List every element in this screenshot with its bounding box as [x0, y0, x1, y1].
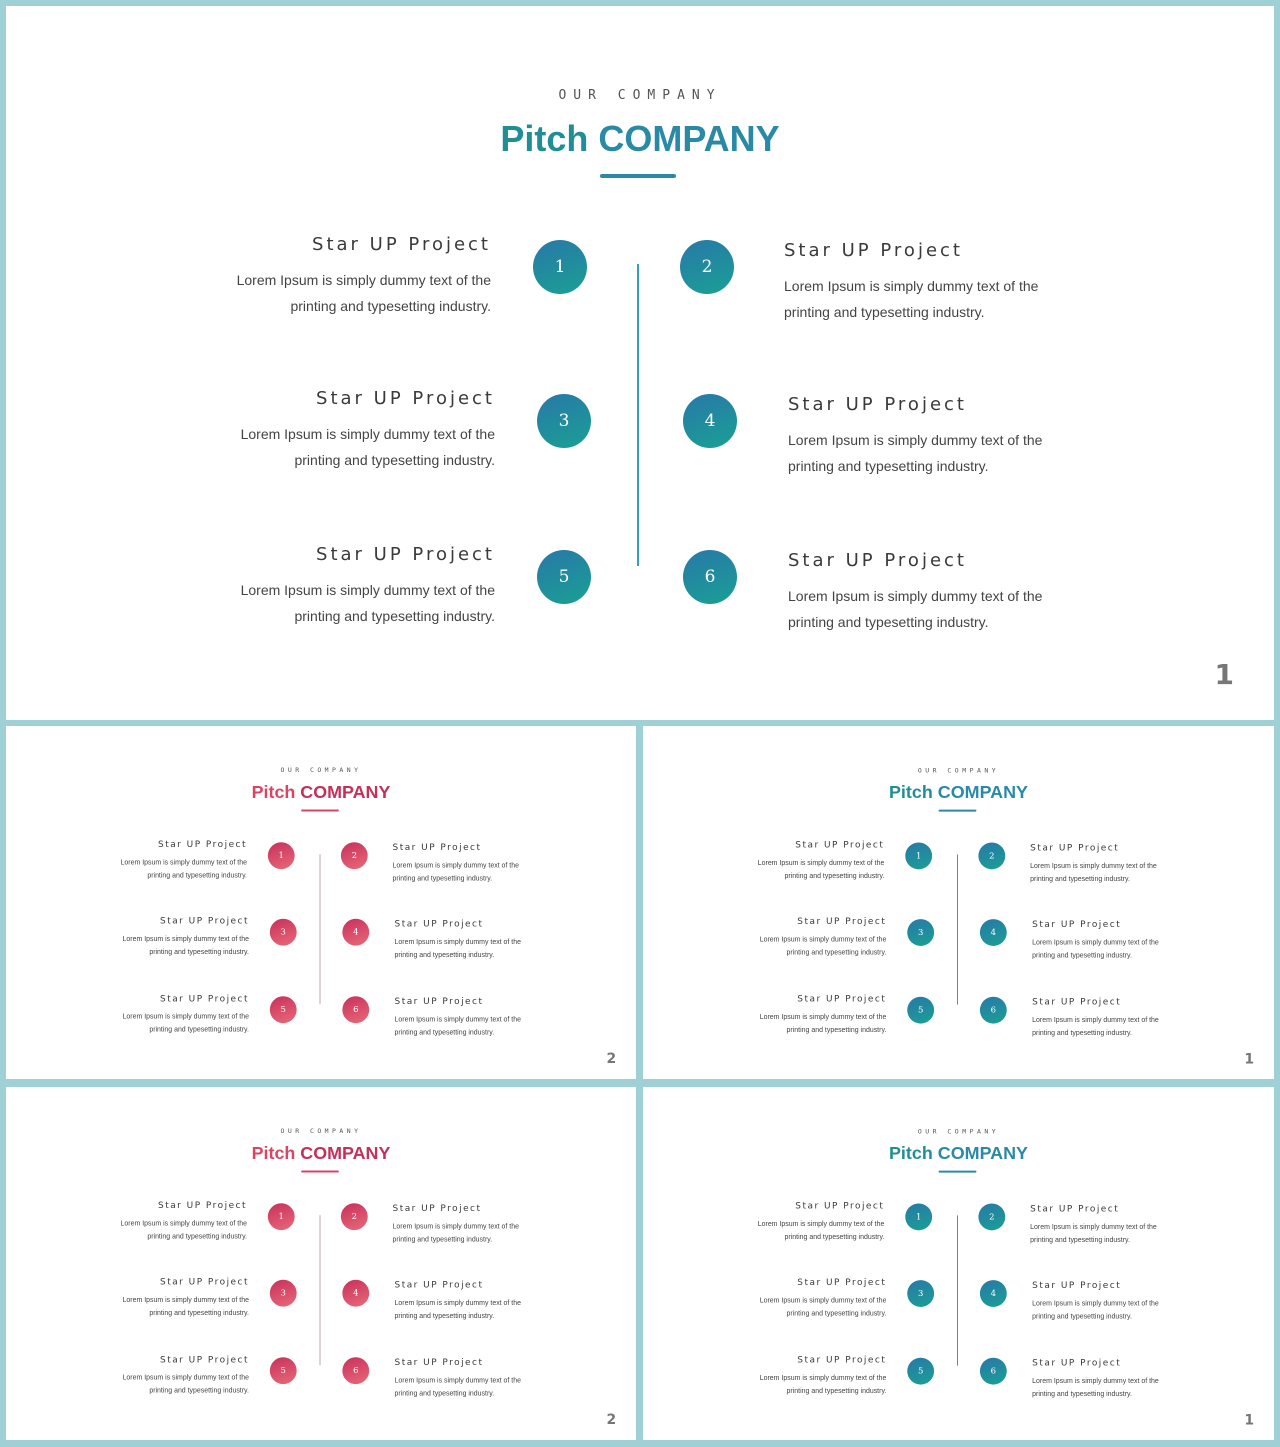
description-line-1: Lorem Ipsum is simply dummy text of the [759, 1012, 887, 1021]
slide-content [6, 726, 636, 1079]
step-number-circle: 6 [980, 1358, 1007, 1385]
project-heading: Star UP Project [1032, 919, 1122, 930]
description-line-1: Lorem Ipsum is simply dummy text of the [122, 1373, 249, 1382]
slide-title-part1: Pitch [500, 118, 589, 159]
slide-title [6, 118, 1274, 160]
project-item [725, 1200, 884, 1242]
step-number-circle: 4 [683, 394, 737, 448]
project-item [727, 1277, 886, 1319]
step-number-circle: 5 [537, 550, 591, 604]
project-description [727, 1010, 886, 1036]
project-item [395, 1280, 554, 1322]
project-heading: Star UP Project [316, 544, 495, 565]
project-heading: Star UP Project [158, 1200, 247, 1211]
page-number: 2 [606, 1410, 617, 1428]
description-line-2: printing and typesetting industry. [1030, 874, 1130, 883]
project-description [1032, 936, 1191, 962]
step-number-circle: 2 [341, 842, 368, 869]
slide-title-part1: Pitch [888, 1142, 933, 1164]
description-line-2: printing and typesetting industry. [149, 1386, 249, 1395]
step-number-circle: 3 [270, 1280, 297, 1307]
slide-title-part1: Pitch [888, 781, 933, 803]
project-heading: Star UP Project [797, 1354, 887, 1366]
project-description [395, 1374, 554, 1400]
project-heading: Star UP Project [1032, 1357, 1122, 1369]
description-line-2: printing and typesetting industry. [394, 950, 495, 959]
description-line-2: printing and typesetting industry. [784, 871, 885, 880]
description-line-2: printing and typesetting industry. [392, 1235, 493, 1244]
step-number-circle: 4 [980, 1280, 1007, 1307]
project-item [395, 996, 554, 1038]
center-divider-line [957, 854, 958, 1004]
description-line-1: Lorem Ipsum is simply dummy text of the [394, 1376, 521, 1385]
project-item [90, 916, 249, 958]
title-underline [939, 1171, 977, 1173]
project-heading: Star UP Project [795, 839, 885, 850]
project-item [90, 1277, 249, 1319]
project-heading: Star UP Project [394, 1357, 484, 1368]
description-line-1: Lorem Ipsum is simply dummy text of the [757, 858, 885, 867]
slide-kicker: OUR COMPANY [280, 1127, 362, 1136]
project-item [395, 919, 554, 961]
description-line-1: Lorem Ipsum is simply dummy text of the [788, 588, 1043, 604]
description-line-2: printing and typesetting industry. [394, 1311, 495, 1320]
project-description [727, 1371, 886, 1397]
project-item [90, 1354, 249, 1396]
description-line-1: Lorem Ipsum is simply dummy text of the [1032, 1376, 1159, 1385]
page-number: 1 [1244, 1411, 1255, 1428]
project-description [90, 932, 249, 958]
description-line-2: printing and typesetting industry. [149, 947, 249, 956]
slide-1[interactable] [6, 6, 1274, 720]
project-heading: Star UP Project [312, 234, 491, 255]
project-heading: Star UP Project [795, 1200, 885, 1211]
description-line-2: printing and typesetting industry. [394, 1028, 495, 1037]
step-number-circle: 4 [342, 919, 369, 946]
project-item [90, 993, 249, 1035]
description-line-1: Lorem Ipsum is simply dummy text of the [759, 1296, 887, 1304]
description-line-2: printing and typesetting industry. [784, 1232, 885, 1241]
project-heading: Star UP Project [394, 918, 484, 930]
slide-kicker: OUR COMPANY [558, 88, 722, 103]
project-description [90, 1010, 249, 1036]
description-line-1: Lorem Ipsum is simply dummy text of the [788, 432, 1043, 448]
step-number-circle: 6 [342, 1357, 369, 1384]
description-line-1: Lorem Ipsum is simply dummy text of the [122, 934, 249, 943]
description-line-1: Lorem Ipsum is simply dummy text of the [1032, 1015, 1159, 1024]
step-number-circle: 6 [980, 997, 1007, 1024]
project-description [1032, 1297, 1191, 1323]
description-line-1: Lorem Ipsum is simply dummy text of the [784, 278, 1039, 294]
step-number-circle: 1 [268, 1203, 295, 1230]
step-number-circle: 3 [537, 394, 591, 448]
project-item [175, 544, 495, 629]
description-line-1: Lorem Ipsum is simply dummy text of the [394, 1298, 521, 1307]
step-number-circle: 6 [683, 550, 737, 604]
project-item [725, 839, 884, 881]
project-item [1030, 1203, 1189, 1245]
description-line-1: Lorem Ipsum is simply dummy text of the [759, 935, 887, 943]
description-line-2: printing and typesetting industry. [392, 874, 493, 883]
description-line-2: printing and typesetting industry. [294, 452, 495, 468]
description-line-2: printing and typesetting industry. [1032, 950, 1132, 959]
description-line-1: Lorem Ipsum is simply dummy text of the [394, 937, 521, 946]
step-number-circle: 5 [270, 996, 297, 1023]
step-number-circle: 3 [907, 919, 934, 946]
project-item [784, 240, 1104, 325]
project-description [90, 1293, 249, 1319]
slide-content [643, 1087, 1274, 1440]
slide-3[interactable] [643, 726, 1274, 1079]
project-item [727, 1355, 886, 1397]
description-line-1: Lorem Ipsum is simply dummy text of the [1032, 937, 1159, 946]
step-number-circle: 5 [907, 997, 934, 1024]
slide-5[interactable] [643, 1087, 1274, 1440]
slide-4[interactable] [6, 1087, 636, 1440]
project-description [171, 267, 491, 319]
center-divider-line [957, 1215, 958, 1365]
project-description [725, 856, 884, 882]
slide-2[interactable] [6, 726, 636, 1079]
description-line-1: Lorem Ipsum is simply dummy text of the [120, 858, 247, 867]
slide-title [643, 1143, 1274, 1164]
description-line-1: Lorem Ipsum is simply dummy text of the [122, 1012, 249, 1021]
slide-title [643, 782, 1274, 803]
slide-title-part2: COMPANY [300, 781, 391, 803]
step-number-circle: 1 [533, 240, 587, 294]
page-number: 1 [1244, 1050, 1255, 1067]
slide-title-part2: COMPANY [300, 1142, 391, 1164]
project-item [171, 234, 491, 319]
project-description [1032, 1013, 1191, 1039]
project-description [90, 1371, 249, 1397]
project-item [1032, 1280, 1191, 1322]
description-line-1: Lorem Ipsum is simply dummy text of the [394, 1015, 521, 1024]
slide-title [6, 1143, 636, 1164]
title-underline [600, 174, 676, 178]
slide-title-part2: COMPANY [598, 118, 780, 159]
description-line-2: printing and typesetting industry. [147, 1232, 247, 1241]
slide-title-part2: COMPANY [937, 781, 1029, 803]
project-item [727, 994, 886, 1036]
description-line-1: Lorem Ipsum is simply dummy text of the [236, 272, 491, 288]
project-description [1030, 859, 1189, 885]
description-line-2: printing and typesetting industry. [294, 608, 495, 624]
project-heading: Star UP Project [392, 1203, 482, 1214]
project-heading: Star UP Project [160, 993, 249, 1004]
description-line-1: Lorem Ipsum is simply dummy text of the [757, 1219, 885, 1228]
project-item [727, 916, 886, 958]
step-number-circle: 5 [907, 1358, 934, 1385]
slide-title-part1: Pitch [251, 781, 296, 803]
description-line-1: Lorem Ipsum is simply dummy text of the [392, 1222, 519, 1231]
project-heading: Star UP Project [1032, 1280, 1122, 1291]
step-number-circle: 2 [978, 1203, 1005, 1230]
description-line-1: Lorem Ipsum is simply dummy text of the [1030, 861, 1157, 870]
slide-title [6, 782, 636, 803]
project-description [727, 1294, 886, 1320]
project-heading: Star UP Project [160, 1276, 249, 1288]
title-underline [301, 809, 339, 811]
description-line-1: Lorem Ipsum is simply dummy text of the [240, 426, 495, 442]
slide-title-part2: COMPANY [937, 1142, 1029, 1164]
project-description [393, 1220, 552, 1246]
project-heading: Star UP Project [158, 839, 247, 850]
project-description [788, 583, 1108, 635]
project-heading: Star UP Project [394, 996, 484, 1007]
description-line-2: printing and typesetting industry. [394, 1389, 495, 1398]
description-line-2: printing and typesetting industry. [784, 304, 985, 320]
project-item [88, 1200, 247, 1242]
project-heading: Star UP Project [788, 550, 967, 571]
project-item [788, 550, 1108, 635]
step-number-circle: 4 [342, 1280, 369, 1307]
project-description [393, 859, 552, 885]
page-number: 2 [606, 1049, 617, 1067]
description-line-1: Lorem Ipsum is simply dummy text of the [1032, 1298, 1159, 1307]
description-line-2: printing and typesetting industry. [788, 614, 989, 630]
description-line-2: printing and typesetting industry. [1032, 1311, 1132, 1320]
slide-content [643, 726, 1274, 1079]
description-line-1: Lorem Ipsum is simply dummy text of the [392, 861, 519, 870]
step-number-circle: 2 [978, 842, 1005, 869]
step-number-circle: 1 [268, 842, 295, 869]
project-heading: Star UP Project [797, 916, 887, 927]
slide-content [6, 6, 1274, 720]
description-line-2: printing and typesetting industry. [290, 298, 491, 314]
project-description [784, 273, 1104, 325]
project-item [1032, 997, 1191, 1039]
step-number-circle: 2 [341, 1203, 368, 1230]
project-heading: Star UP Project [797, 1277, 887, 1288]
description-line-2: printing and typesetting industry. [786, 1025, 887, 1034]
title-underline [301, 1170, 339, 1172]
page-number: 1 [1214, 658, 1234, 691]
project-description [725, 1217, 884, 1243]
project-description [395, 1013, 554, 1039]
project-heading: Star UP Project [316, 388, 495, 409]
description-line-1: Lorem Ipsum is simply dummy text of the [1030, 1222, 1157, 1231]
project-description [395, 935, 554, 961]
slide-kicker: OUR COMPANY [917, 1127, 1000, 1136]
project-heading: Star UP Project [788, 394, 967, 415]
description-line-2: printing and typesetting industry. [149, 1025, 249, 1034]
step-number-circle: 3 [270, 919, 297, 946]
description-line-2: printing and typesetting industry. [1032, 1389, 1132, 1398]
project-heading: Star UP Project [1032, 996, 1122, 1008]
step-number-circle: 5 [270, 1357, 297, 1384]
description-line-2: printing and typesetting industry. [1030, 1235, 1130, 1244]
slide-content [6, 1087, 636, 1440]
project-description [788, 427, 1108, 479]
project-heading: Star UP Project [784, 240, 963, 261]
step-number-circle: 1 [905, 842, 932, 869]
project-item [395, 1357, 554, 1399]
project-description [175, 577, 495, 629]
step-number-circle: 2 [680, 240, 734, 294]
step-number-circle: 6 [342, 996, 369, 1023]
project-item [393, 842, 552, 884]
project-item [175, 388, 495, 473]
description-line-1: Lorem Ipsum is simply dummy text of the [240, 582, 495, 598]
step-number-circle: 4 [980, 919, 1007, 946]
project-description [88, 1217, 247, 1243]
project-heading: Star UP Project [392, 842, 482, 853]
project-description [88, 856, 247, 882]
description-line-2: printing and typesetting industry. [786, 1308, 887, 1317]
step-number-circle: 1 [905, 1203, 932, 1230]
project-item [1032, 1358, 1191, 1400]
description-line-2: printing and typesetting industry. [1032, 1028, 1132, 1037]
project-item [1030, 842, 1189, 884]
description-line-2: printing and typesetting industry. [788, 458, 989, 474]
project-description [1032, 1374, 1191, 1400]
project-heading: Star UP Project [1030, 842, 1120, 853]
description-line-2: printing and typesetting industry. [786, 947, 887, 956]
center-divider-line [320, 1215, 321, 1365]
description-line-2: printing and typesetting industry. [149, 1308, 249, 1317]
project-description [175, 421, 495, 473]
description-line-1: Lorem Ipsum is simply dummy text of the [122, 1295, 249, 1304]
project-description [727, 933, 886, 959]
description-line-2: printing and typesetting industry. [786, 1386, 887, 1395]
center-divider-line [320, 854, 321, 1004]
title-underline [939, 810, 977, 812]
project-item [1032, 919, 1191, 961]
slide-kicker: OUR COMPANY [917, 766, 1000, 775]
project-heading: Star UP Project [160, 915, 249, 927]
project-item [393, 1203, 552, 1245]
project-heading: Star UP Project [797, 993, 887, 1005]
step-number-circle: 3 [907, 1280, 934, 1307]
project-heading: Star UP Project [394, 1279, 484, 1291]
project-heading: Star UP Project [160, 1354, 249, 1365]
center-divider-line [637, 264, 639, 566]
description-line-1: Lorem Ipsum is simply dummy text of the [120, 1219, 247, 1228]
project-description [1030, 1220, 1189, 1246]
project-heading: Star UP Project [1030, 1203, 1120, 1214]
project-item [88, 839, 247, 881]
slide-kicker: OUR COMPANY [280, 766, 362, 775]
slide-title-part1: Pitch [251, 1142, 296, 1164]
description-line-2: printing and typesetting industry. [147, 871, 247, 880]
description-line-1: Lorem Ipsum is simply dummy text of the [759, 1373, 887, 1382]
project-item [788, 394, 1108, 479]
project-description [395, 1296, 554, 1322]
